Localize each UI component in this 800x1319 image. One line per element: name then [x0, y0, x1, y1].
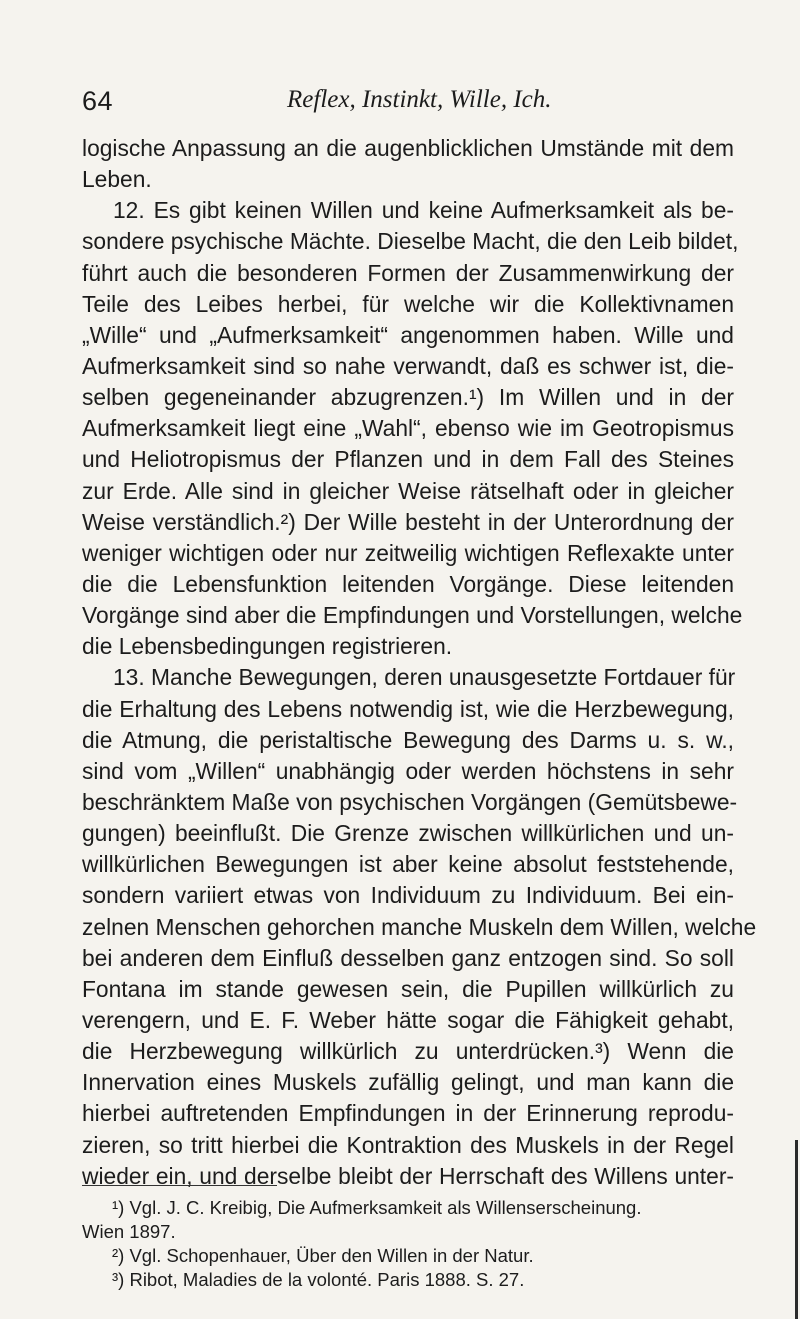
- text-line: willkürlichen Bewegungen ist aber keine absolut feststehende,: [82, 851, 734, 878]
- text-line: Aufmerksamkeit sind so nahe verwandt, daß es schwer ist, die-: [82, 352, 734, 379]
- text-line: 13. Manche Bewegungen, deren unausgesetzte Fortdauer für: [113, 664, 736, 691]
- text-line: führt auch die besonderen Formen der Zusammenwirkung der: [82, 259, 734, 286]
- text-line: weniger wichtigen oder nur zeitweilig wichtigen Reflexakte unter: [82, 539, 734, 566]
- footnote: ¹) Vgl. J. C. Kreibig, Die Aufmerksamkeit als Willenserscheinung.: [112, 1197, 642, 1218]
- text-line: Teile des Leibes herbei, für welche wir die Kollektivnamen: [82, 290, 734, 317]
- footnote: ²) Vgl. Schopenhauer, Über den Willen in der Natur.: [112, 1245, 534, 1266]
- text-line: Fontana im stande gewesen sein, die Pupillen willkürlich zu: [82, 975, 734, 1002]
- text-line: die Atmung, die peristaltische Bewegung des Darms u. s. w.,: [82, 726, 734, 753]
- text-line: Innervation eines Muskels zufällig gelingt, und man kann die: [82, 1069, 734, 1096]
- footnote-continuation: Wien 1897.: [82, 1221, 176, 1242]
- text-line: Vorgänge sind aber die Empfindungen und Vorstellungen, welche: [82, 602, 743, 629]
- running-title: Reflex, Instinkt, Wille, Ich.: [287, 86, 552, 113]
- text-line: Leben.: [82, 166, 152, 193]
- text-line: bei anderen dem Einfluß desselben ganz entzogen sind. So soll: [82, 944, 734, 971]
- text-line: die Erhaltung des Lebens notwendig ist, wie die Herzbewegung,: [82, 695, 734, 722]
- page-header: [82, 86, 722, 122]
- text-line: beschränktem Maße von psychischen Vorgängen (Gemütsbewe-: [82, 788, 738, 815]
- text-line: die Lebensbedingungen registrieren.: [82, 633, 453, 660]
- text-line: die Herzbewegung willkürlich zu unterdrücken.³) Wenn die: [82, 1038, 734, 1065]
- body-text: [82, 133, 757, 1192]
- text-line: sondern variiert etwas von Individuum zu Individuum. Bei ein-: [82, 882, 734, 909]
- text-line: logische Anpassung an die augenblicklichen Umstände mit dem: [82, 135, 734, 161]
- text-line: „Wille“ und „Aufmerksamkeit“ angenommen haben. Wille und: [82, 321, 734, 348]
- page-number: 64: [82, 86, 114, 116]
- text-line: sind vom „Willen“ unabhängig oder werden höchstens in sehr: [82, 757, 734, 784]
- text-line: 12. Es gibt keinen Willen und keine Aufmerksamkeit als be-: [113, 197, 734, 224]
- footnote-divider: [82, 1185, 277, 1186]
- text-line: zelnen Menschen gehorchen manche Muskeln dem Willen, welche: [82, 913, 757, 940]
- text-line: verengern, und E. F. Weber hätte sogar die Fähigkeit gehabt,: [82, 1006, 734, 1033]
- text-line: zur Erde. Alle sind in gleicher Weise rätselhaft oder in gleicher: [82, 477, 734, 504]
- text-line: selben gegeneinander abzugrenzen.¹) Im Willen und in der: [82, 384, 734, 411]
- footnote: ³) Ribot, Maladies de la volonté. Paris 1888. S. 27.: [112, 1269, 525, 1290]
- text-line: Weise verständlich.²) Der Wille besteht in der Unterordnung der: [82, 508, 734, 535]
- text-line: die die Lebensfunktion leitenden Vorgänge. Diese leitenden: [82, 570, 734, 597]
- text-line: Aufmerksamkeit liegt eine „Wahl“, ebenso wie im Geotropismus: [82, 415, 734, 442]
- footnotes: [82, 1196, 734, 1292]
- text-line: zieren, so tritt hierbei die Kontraktion des Muskels in der Regel: [82, 1131, 734, 1158]
- text-line: hierbei auftretenden Empfindungen in der Erinnerung reprodu-: [82, 1100, 734, 1127]
- text-line: und Heliotropismus der Pflanzen und in dem Fall des Steines: [82, 446, 734, 473]
- text-line: sondere psychische Mächte. Dieselbe Macht, die den Leib bildet,: [82, 228, 739, 255]
- scan-edge-shadow: [795, 1140, 798, 1319]
- text-line: gungen) beeinflußt. Die Grenze zwischen willkürlichen und un-: [82, 820, 734, 847]
- text-line: wieder ein, und derselbe bleibt der Herrschaft des Willens unter-: [82, 1162, 734, 1189]
